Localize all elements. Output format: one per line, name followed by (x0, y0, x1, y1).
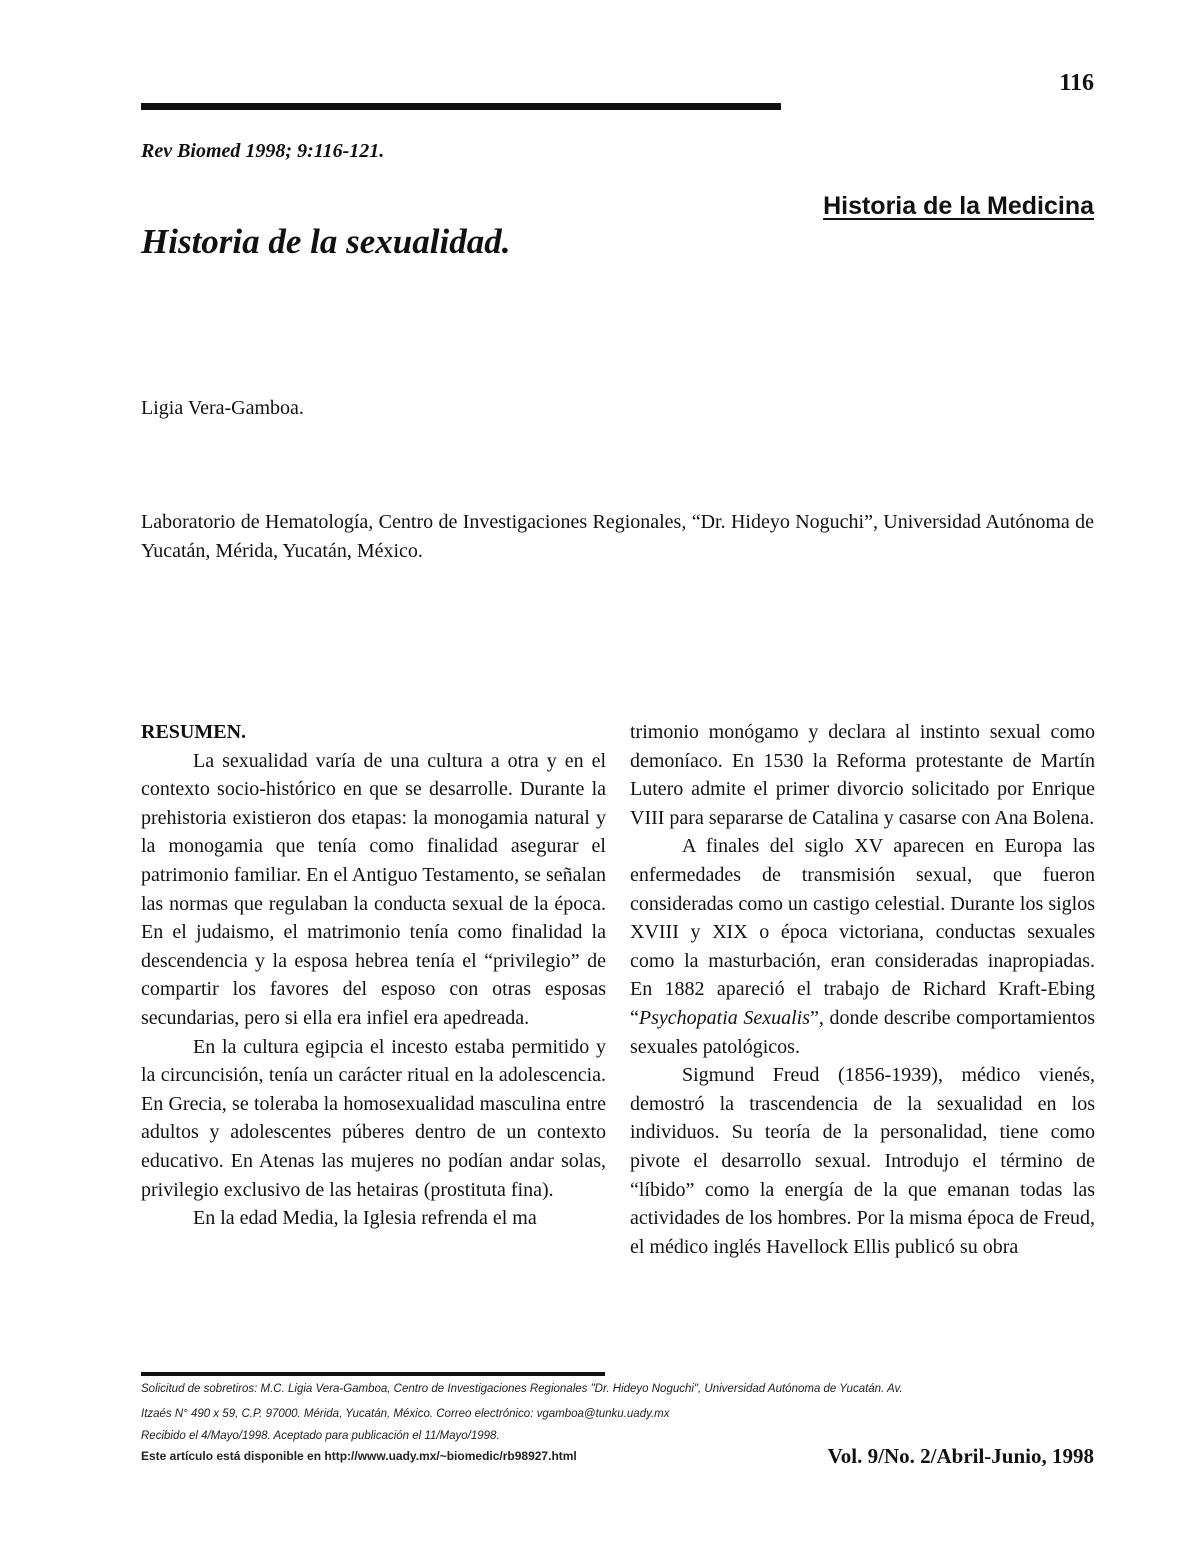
volume-info: Vol. 9/No. 2/Abril-Junio, 1998 (827, 1444, 1094, 1468)
body-paragraph: trimonio monógamo y declara al instinto sexual como demoníaco. En 1530 la Reforma protestante de Martín Lutero admite el primer divorcio solicitado por Enrique VIII para separarse de Catalina y casarse con Ana Bolena. (630, 721, 1095, 829)
body-paragraph (630, 832, 1095, 1061)
body-paragraph: La sexualidad varía de una cultura a otra y en el contexto socio-histórico en que se desarrolle. Durante la prehistoria existieron dos etapas: la monogamia natural y la monogamia que tenía como finalidad asegurar el patrimonio familiar. En el Antiguo Testamento, se señalan las normas que regulaban la conducta sexual de la época. En el judaismo, el matrimonio tenía como finalidad la descendencia y la esposa hebrea tenía el “privilegio” de compartir los favores del esposo con otras esposas secundarias, pero si ella era infiel era apedreada. (141, 749, 606, 1029)
received-dates: Recibido el 4/Mayo/1998. Aceptado para publicación el 11/Mayo/1998. (141, 1430, 500, 1442)
abstract-heading: RESUMEN. (141, 721, 247, 743)
article-title: Historia de la sexualidad. (141, 222, 511, 261)
body-paragraph: Sigmund Freud (1856-1939), médico vienés, demostró la trascendencia de la sexualidad en los individuos. Su teoría de la personalidad, tiene como pivote el desarrollo sexual. Introdujo el término de “líbido” como la energía de la que emanan todas las actividades de los hombres. Por la misma época de Freud, el médico inglés Havellock Ellis publicó su obra (630, 1064, 1095, 1258)
body-paragraph: En la edad Media, la Iglesia refrenda el ma (193, 1207, 537, 1230)
body-column-right (630, 718, 1095, 1261)
author-name: Ligia Vera-Gamboa. (141, 397, 304, 419)
book-title: Psychopatia Sexualis (638, 1006, 810, 1029)
reprint-address-line: Itzaés N° 490 x 59, C.P. 97000. Mérida, Yucatán, México. Correo electrónico: vgamboa@tunku.uady.mx (141, 1408, 670, 1420)
page-number: 116 (1059, 70, 1094, 96)
body-text: ”, donde describe comportamientos sexuales patológicos. (630, 1006, 1095, 1058)
body-text: A finales del siglo XV aparecen en Europa las enfermedades de transmisión sexual, que fueron consideradas como un castigo celestial. Durante los siglos XVIII y XIX o época victoriana, conductas sexuales como la masturbación, eran consideradas inapropiadas. En 1882 apareció el trabajo de Richard Kraft-Ebing “ (630, 835, 1095, 1029)
body-paragraph: En la cultura egipcia el incesto estaba permitido y la circuncisión, tenía un carácter ritual en la adolescencia. En Grecia, se toleraba la homosexualidad masculina entre adultos y adolescentes púberes dentro de un contexto educativo. En Atenas las mujeres no podían andar solas, privilegio exclusivo de las hetairas (prostituta fina). (141, 1035, 606, 1201)
reprint-request-line: Solicitud de sobretiros: M.C. Ligia Vera-Gamboa, Centro de Investigaciones Regionales "Dr. Hideyo Noguchi", Universidad Autónoma de Yucatán. Av. (141, 1383, 903, 1395)
journal-citation: Rev Biomed 1998; 9:116-121. (141, 140, 385, 162)
body-column-left (141, 718, 606, 1233)
footnote-rule (141, 1372, 605, 1376)
author-affiliation: Laboratorio de Hematología, Centro de Investigaciones Regionales, “Dr. Hideyo Noguchi”, Universidad Autónoma de Yucatán, Mérida, Yucatán, México. (141, 511, 1094, 562)
availability-url[interactable]: Este artículo está disponible en http://www.uady.mx/~biomedic/rb98927.html (141, 1449, 577, 1463)
section-label: Historia de la Medicina (823, 192, 1094, 220)
header-rule (141, 103, 781, 110)
